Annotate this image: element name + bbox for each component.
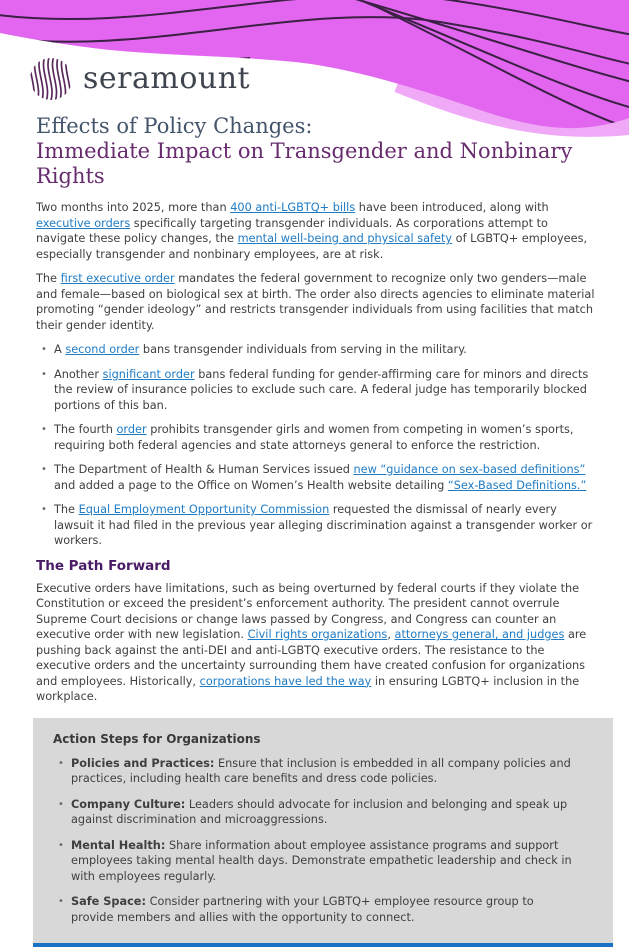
bold-lead-in: Company Culture: bbox=[71, 798, 185, 811]
text-segment: Executive orders have limitations, such as being overturned by federal courts if they violate the Constitution or exceed the president’s enforcement authority. The president cannot overrule Supreme Court decisions or change laws passed by Congress, and Congress can counter an executive order with new legislation. bbox=[36, 582, 579, 642]
action-step-item bbox=[53, 894, 577, 925]
text-segment: mandates the federal government to recognize only two genders—male and female—based on biological sex at birth. The order also directs agencies to eliminate material promoting “gender ideology” and restricts transgender individuals from using facilities that match their gender identity. bbox=[36, 272, 595, 332]
inline-link[interactable]: second order bbox=[65, 343, 139, 356]
logo-wordmark: seramount bbox=[83, 64, 250, 94]
bullet-marker bbox=[41, 462, 47, 478]
text-segment: prohibits transgender girls and women from competing in women’s sports, requiring both federal agencies and state attorneys general to enforce the restriction. bbox=[54, 423, 574, 452]
inline-link[interactable]: mental well-being and physical safety bbox=[238, 232, 453, 245]
text-segment: have been introduced, along with bbox=[355, 201, 548, 214]
text-segment: The bbox=[36, 272, 61, 285]
text-segment: Leaders should advocate for inclusion and belonging and speak up against discrimination and microaggressions. bbox=[71, 798, 567, 827]
bullet-marker bbox=[41, 342, 47, 358]
box-bottom-bar bbox=[33, 943, 613, 947]
action-step-text bbox=[71, 839, 572, 883]
text-segment: A bbox=[54, 343, 65, 356]
bold-lead-in: Mental Health: bbox=[71, 839, 165, 852]
bold-lead-in: Safe Space: bbox=[71, 895, 146, 908]
title-line-3: Rights bbox=[36, 164, 599, 189]
inline-link[interactable]: “Sex-Based Definitions.” bbox=[448, 479, 586, 492]
text-segment: and added a page to the Office on Women’s Health website detailing bbox=[54, 479, 448, 492]
title-line-2: Immediate Impact on Transgender and Nonbinary bbox=[36, 139, 599, 164]
text-segment: , bbox=[387, 628, 394, 641]
bullet-marker bbox=[58, 756, 64, 772]
text-segment: specifically targeting transgender individuals. As corporations attempt to navigate these policy changes, the bbox=[36, 217, 548, 246]
bullet-marker bbox=[58, 894, 64, 910]
action-step-text bbox=[71, 757, 571, 786]
text-segment: Share information about employee assistance programs and support employees taking mental health days. Demonstrate empathetic leadership and check in with employees regularly. bbox=[71, 839, 572, 883]
action-step-text bbox=[71, 895, 534, 924]
action-steps-box bbox=[33, 718, 613, 947]
inline-link[interactable]: 400 anti-LGBTQ+ bills bbox=[230, 201, 355, 214]
inline-link[interactable]: executive orders bbox=[36, 217, 130, 230]
bullet-text bbox=[54, 343, 467, 356]
inline-link[interactable]: Civil rights organizations bbox=[248, 628, 388, 641]
bullet-marker bbox=[41, 502, 47, 518]
text-segment: The fourth bbox=[54, 423, 116, 436]
action-step-item bbox=[53, 838, 577, 885]
path-forward-heading: The Path Forward bbox=[36, 558, 599, 574]
text-segment: Two months into 2025, more than bbox=[36, 201, 230, 214]
inline-link[interactable]: attorneys general, and judges bbox=[395, 628, 565, 641]
page-title bbox=[36, 114, 599, 189]
policy-bullet-list bbox=[36, 342, 599, 549]
inline-link[interactable]: corporations have led the way bbox=[200, 675, 372, 688]
bullet-marker bbox=[41, 367, 47, 383]
title-line-1: Effects of Policy Changes: bbox=[36, 114, 599, 139]
bullet-text bbox=[54, 368, 588, 412]
text-segment: requested the dismissal of nearly every lawsuit it had filed in the previous year alleging discrimination against a transgender worker or workers. bbox=[54, 503, 592, 547]
bullet-item bbox=[36, 422, 599, 453]
path-forward-paragraph bbox=[36, 581, 599, 705]
bullet-text bbox=[54, 503, 592, 547]
inline-link[interactable]: Equal Employment Opportunity Commission bbox=[79, 503, 330, 516]
bullet-item bbox=[36, 342, 599, 358]
bullet-item bbox=[36, 502, 599, 549]
intro-paragraph-2 bbox=[36, 271, 599, 333]
bullet-item bbox=[36, 367, 599, 414]
bullet-text bbox=[54, 463, 586, 492]
action-step-text bbox=[71, 798, 567, 827]
text-segment: bans federal funding for gender-affirming care for minors and directs the review of insurance policies to exclude such care. A federal judge has temporarily blocked portions of this ban. bbox=[54, 368, 588, 412]
text-segment: Consider partnering with your LGBTQ+ employee resource group to provide members and allies with the opportunity to connect. bbox=[71, 895, 534, 924]
action-step-item bbox=[53, 797, 577, 828]
bullet-marker bbox=[58, 797, 64, 813]
inline-link[interactable]: significant order bbox=[103, 368, 195, 381]
inline-link[interactable]: new “guidance on sex-based definitions” bbox=[353, 463, 585, 476]
inline-link[interactable]: first executive order bbox=[61, 272, 175, 285]
text-segment: of LGBTQ+ employees, especially transgender and nonbinary employees, are at risk. bbox=[36, 232, 587, 261]
text-segment: The Department of Health & Human Services issued bbox=[54, 463, 353, 476]
action-steps-heading: Action Steps for Organizations bbox=[53, 732, 593, 746]
text-segment: bans transgender individuals from serving in the military. bbox=[139, 343, 467, 356]
action-step-item bbox=[53, 756, 577, 787]
bullet-text bbox=[54, 423, 574, 452]
text-segment: The bbox=[54, 503, 79, 516]
text-segment: in ensuring LGBTQ+ inclusion in the workplace. bbox=[36, 675, 579, 704]
bullet-marker bbox=[58, 838, 64, 854]
bullet-item bbox=[36, 462, 599, 493]
intro-paragraph-1 bbox=[36, 200, 599, 262]
text-segment: are pushing back against the anti-DEI and anti-LGBTQ executive orders. The resistance to the executive orders and the uncertainty surrounding them have created confusion for organizations and employees. Historically, bbox=[36, 628, 586, 688]
text-segment: Another bbox=[54, 368, 103, 381]
inline-link[interactable]: order bbox=[116, 423, 146, 436]
bold-lead-in: Policies and Practices: bbox=[71, 757, 214, 770]
text-segment: Ensure that inclusion is embedded in all company policies and practices, including health care benefits and dress code policies. bbox=[71, 757, 571, 786]
bullet-marker bbox=[41, 422, 47, 438]
